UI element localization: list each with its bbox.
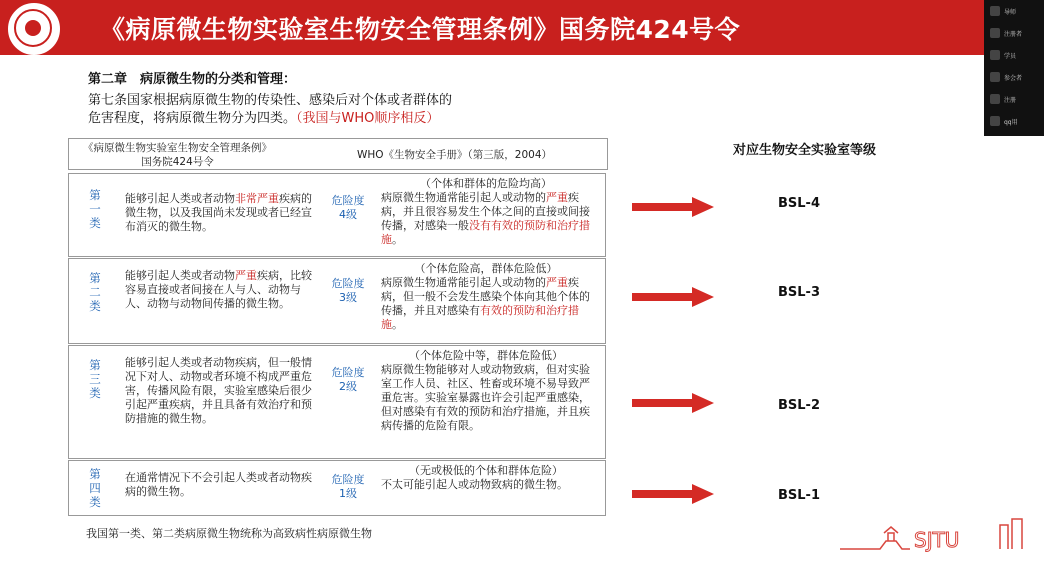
participant-item[interactable]: 注册者 — [984, 22, 1044, 44]
participant-item[interactable]: 学员 — [984, 44, 1044, 66]
table-header — [68, 138, 608, 170]
category-label: 第 一 类 — [89, 188, 101, 230]
bsl-level: BSL-1 — [778, 488, 820, 503]
participant-panel[interactable] — [984, 0, 1044, 136]
bsl-level: BSL-2 — [778, 398, 820, 413]
who-description: （个体危险中等，群体危险低） 病原微生物能够对人或动物致病，但对实验室工作人员、社区、牲畜或环境不易导致严重危害。实验室暴露也许会引起严重感染，但对感染有有效的预防和治疗措施，并且疾病传播的危险有限。 — [381, 349, 590, 432]
arrow-right-icon — [632, 287, 714, 307]
category-description: 在通常情况下不会引起人类或者动物疾病的微生物。 — [125, 471, 312, 498]
brand-text: SJTU — [914, 528, 960, 552]
risk-level: 危险度 3级 — [331, 277, 365, 304]
who-description: （无或极低的个体和群体危险） 不太可能引起人或动物致病的微生物。 — [381, 464, 568, 491]
avatar-icon — [990, 72, 1000, 82]
arrow-right-icon — [632, 197, 714, 217]
category-label: 第 二 类 — [89, 271, 101, 313]
category-label: 第 四 类 — [89, 467, 101, 509]
who-description: （个体和群体的危险均高） 病原微生物通常能引起人或动物的严重疾病，并且很容易发生个体之间的直接或间接传播，对感染一般没有有效的预防和治疗措施。 — [381, 177, 590, 246]
category-label: 第 三 类 — [89, 358, 101, 400]
arrow-right-icon — [632, 393, 714, 413]
intro-paragraph: 第七条国家根据病原微生物的传染性、感染后对个体或者群体的 危害程度，将病原微生物分为四类。（我国与WHO顺序相反） — [88, 93, 453, 126]
chapter-heading: 第二章 病原微生物的分类和管理： — [88, 72, 297, 87]
sjtu-brand-logo — [840, 505, 1030, 555]
risk-level: 危险度 1级 — [331, 473, 365, 500]
table-row — [68, 258, 606, 344]
participant-item[interactable]: 注册 — [984, 88, 1044, 110]
participant-item[interactable]: 导师 — [984, 0, 1044, 22]
table-row — [68, 460, 606, 516]
participant-item[interactable]: qq用 — [984, 110, 1044, 132]
who-description: （个体危险高，群体危险低） 病原微生物通常能引起人或动物的严重疾病，但一般不会发生感染个体向其他个体的传播，并且对感染有有效的预防和治疗措施。 — [381, 262, 590, 331]
bsl-heading: 对应生物安全实验室等级 — [733, 143, 877, 158]
intro-note: （我国与WHO顺序相反） — [296, 111, 440, 126]
footer-note: 我国第一类、第二类病原微生物统称为高致病性病原微生物 — [86, 527, 372, 540]
bsl-level: BSL-4 — [778, 196, 820, 211]
avatar-icon — [990, 94, 1000, 104]
avatar-icon — [990, 28, 1000, 38]
header-right: WHO《生物安全手册》（第三版，2004） — [357, 149, 553, 161]
university-logo — [8, 3, 60, 55]
risk-level: 危险度 2级 — [331, 366, 365, 393]
slide-title: 《病原微生物实验室生物安全管理条例》国务院424号令 — [100, 15, 741, 44]
risk-level: 危险度 4级 — [331, 194, 365, 221]
category-description: 能够引起人类或者动物严重疾病，比较容易直接或者间接在人与人、动物与人、动物与动物间传播的微生物。 — [125, 269, 312, 310]
participant-item[interactable]: 参会者 — [984, 66, 1044, 88]
table-row — [68, 345, 606, 459]
header-left: 《病原微生物实验室生物安全管理条例》 国务院424号令 — [83, 142, 272, 168]
table-row — [68, 173, 606, 257]
bsl-level: BSL-3 — [778, 285, 820, 300]
avatar-icon — [990, 50, 1000, 60]
classification-table — [68, 138, 608, 509]
title-banner — [0, 0, 984, 55]
category-description: 能够引起人类或者动物疾病，但一般情况下对人、动物或者环境不构成严重危害，传播风险有限，实验室感染后很少引起严重疾病，并且具备有效治疗和预防措施的微生物。 — [125, 356, 312, 425]
category-description: 能够引起人类或者动物非常严重疾病的微生物，以及我国尚未发现或者已经宣布消灭的微生物。 — [125, 192, 312, 233]
arrow-right-icon — [632, 484, 714, 504]
avatar-icon — [990, 116, 1000, 126]
avatar-icon — [990, 6, 1000, 16]
